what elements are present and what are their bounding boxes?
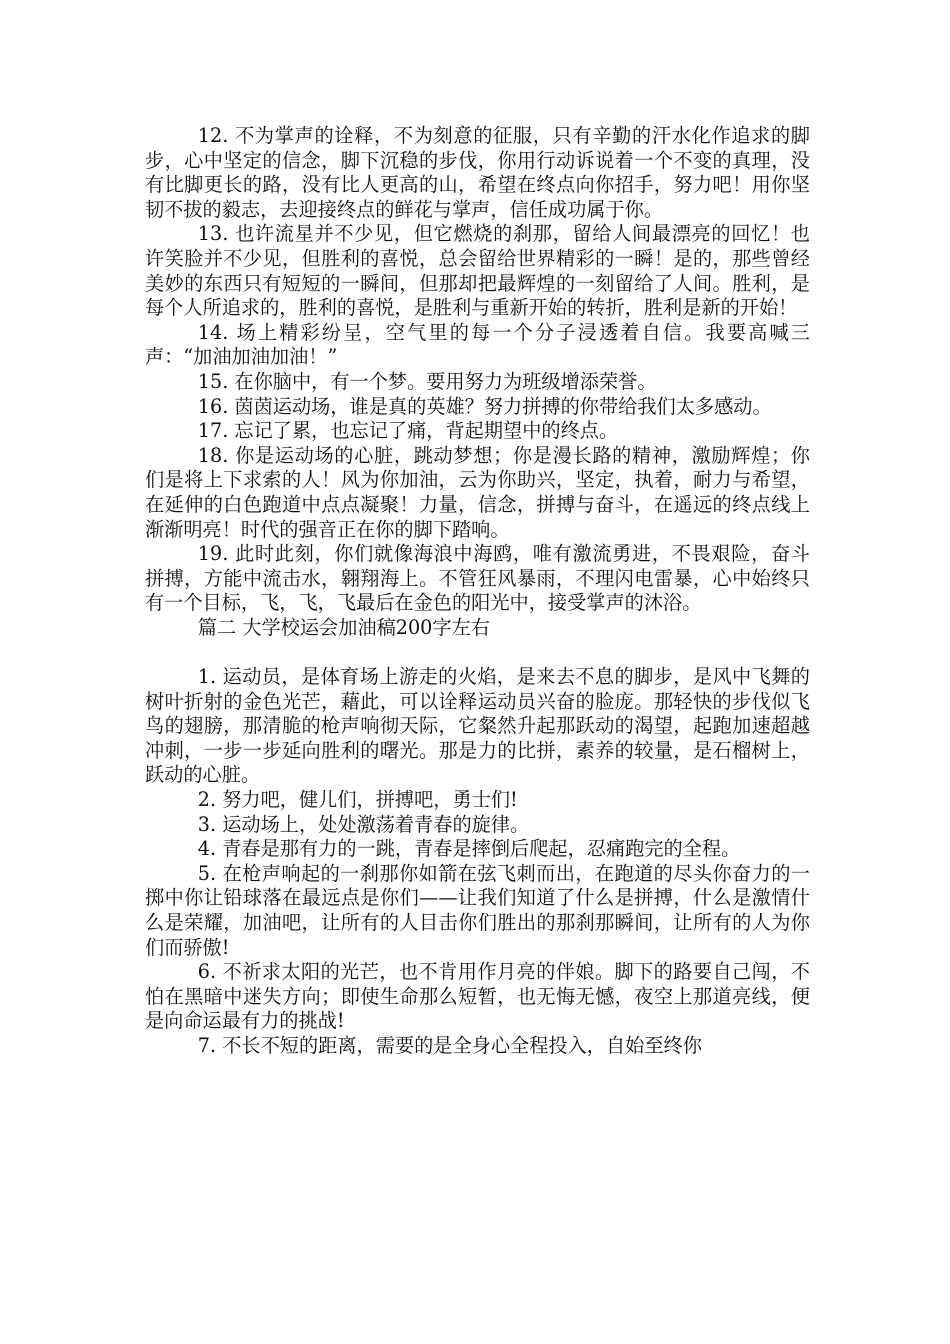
paragraph-12: 12. 不为掌声的诠释，不为刻意的征服，只有辛勤的汗水化作追求的脚步，心中坚定的信念，脚下沉稳的步伐，你用行动诉说着一个不变的真理，没有比脚更长的路，没有比人更高的山，希望在终点向你招手，努力吧！用你坚韧不拔的毅志，去迎接终点的鲜花与掌声，信任成功属于你。 bbox=[145, 124, 810, 221]
section-heading: 篇二 大学校运会加油稿200字左右 bbox=[197, 615, 490, 639]
paragraph-2: 2. 努力吧，健儿们，拼搏吧，勇士们! bbox=[197, 788, 518, 812]
paragraph-17: 17. 忘记了累，也忘记了痛，背起期望中的终点。 bbox=[197, 419, 619, 443]
paragraph-4: 4. 青春是那有力的一跳，青春是摔倒后爬起，忍痛跑完的全程。 bbox=[197, 837, 741, 861]
paragraph-13: 13. 也许流星并不少见，但它燃烧的刹那，留给人间最漂亮的回忆！也许笑脸并不少见，但胜利的喜悦，总会留给世界精彩的一瞬！是的，那些曾经美妙的东西只有短短的一瞬间，但那却把最辉煌的一刻留给了人间。胜利，是每个人所追求的，胜利的喜悦，是胜利与重新开始的转折，胜利是新的开始！ bbox=[145, 222, 810, 320]
paragraph-7: 7. 不长不短的距离，需要的是全身心全程投入，自始至终你 bbox=[197, 1033, 702, 1057]
paragraph-18: 18. 你是运动场的心脏，跳动梦想；你是漫长路的精神，激励辉煌；你们是将上下求索的人！风为你加油，云为你助兴，坚定，执着，耐力与希望，在延伸的白色跑道中点点凝聚！力量，信念，拼搏与奋斗，在遥远的终点线上渐渐明亮！时代的强音正在你的脚下踏响。 bbox=[145, 443, 810, 541]
paragraph-3: 3. 运动场上，处处激荡着青春的旋律。 bbox=[197, 812, 530, 836]
paragraph-15: 15. 在你脑中，有一个梦。要用努力为班级增添荣誉。 bbox=[197, 369, 657, 393]
paragraph-1: 1. 运动员，是体育场上游走的火焰，是来去不息的脚步，是风中飞舞的树叶折射的金色光芒，藉此，可以诠释运动员兴奋的脸庞。那轻快的步伐似飞鸟的翅膀，那清脆的枪声响彻天际，它粲然升起那跃动的渴望，起跑加速超越冲刺，一步一步延向胜利的曙光。那是力的比拼，素养的较量，是石榴树上，跃动的心脏。 bbox=[145, 665, 810, 787]
paragraph-16: 16. 茵茵运动场，谁是真的英雄？努力拼搏的你带给我们太多感动。 bbox=[197, 394, 772, 418]
paragraph-19: 19. 此时此刻，你们就像海浪中海鸥，唯有激流勇进，不畏艰险，奋斗拼搏，方能中流击水，翱翔海上。不管狂风暴雨，不理闪电雷暴，心中始终只有一个目标，飞，飞，飞最后在金色的阳光中，接受掌声的沐浴。 bbox=[145, 542, 810, 615]
document-page bbox=[145, 124, 810, 1059]
blank-line bbox=[145, 640, 810, 665]
paragraph-14: 14. 场上精彩纷呈，空气里的每一个分子浸透着自信。我要高喊三声：“加油加油加油！” bbox=[145, 320, 810, 369]
paragraph-5: 5. 在枪声响起的一刹那你如箭在弦飞刺而出，在跑道的尽头你奋力的一掷中你让铅球落在最远点是你们——让我们知道了什么是拼搏，什么是激情什么是荣耀，加油吧，让所有的人目击你们胜出的那刹那瞬间，让所有的人为你们而骄傲! bbox=[145, 861, 810, 959]
paragraph-6: 6. 不祈求太阳的光芒，也不肯用作月亮的伴娘。脚下的路要自己闯，不怕在黑暗中迷失方向；即使生命那么短暂，也无悔无憾，夜空上那道亮线，便是向命运最有力的挑战! bbox=[145, 960, 810, 1033]
